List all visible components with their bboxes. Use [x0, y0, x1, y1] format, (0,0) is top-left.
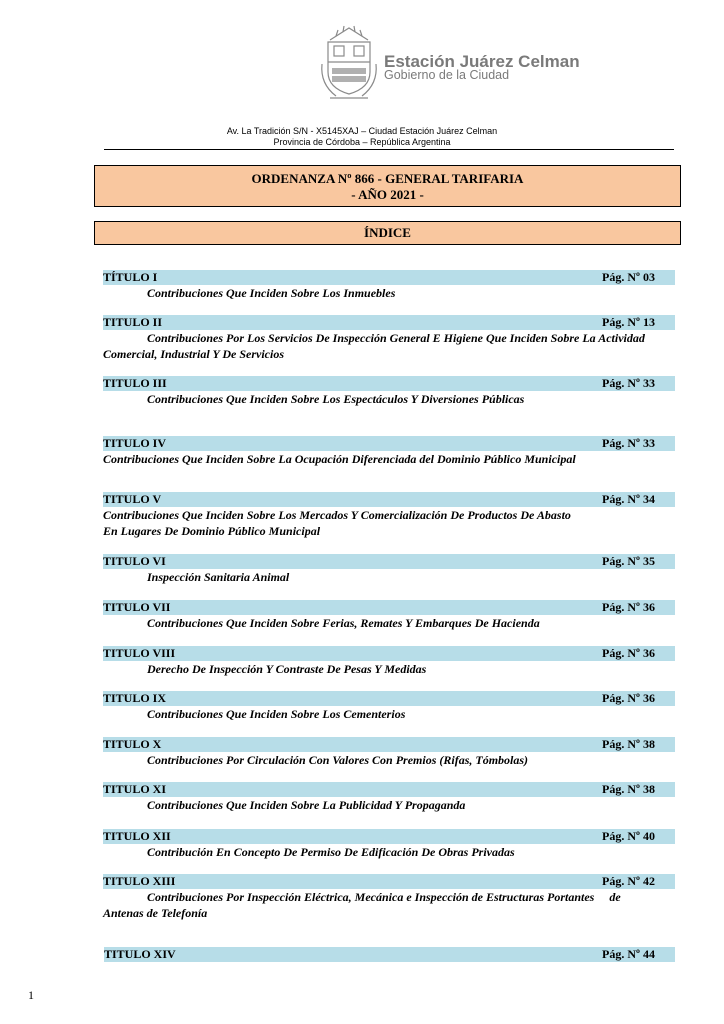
toc-description-line-1: Contribuciones Que Inciden Sobre Los Mercados Y Comercialización De Productos De Abasto [103, 508, 571, 522]
toc-entry-bar [103, 436, 675, 451]
toc-entry-bar [103, 376, 675, 391]
toc-description: Derecho De Inspección Y Contraste De Pesas Y Medidas [147, 662, 427, 676]
toc-entry-bar [103, 492, 675, 507]
org-subtitle: Gobierno de la Ciudad [384, 68, 510, 82]
ordinance-title-box [94, 165, 681, 207]
ordinance-title: ORDENANZA Nº 866 - GENERAL TARIFARIA [251, 171, 524, 186]
toc-description: Contribuciones Por Los Servicios De Inspección General E Higiene Que Inciden Sobre La Actividad Comercial, Industrial Y De Servicios [103, 331, 645, 361]
toc-description-line-2: Antenas de Telefonía [103, 906, 208, 920]
toc-page: Pág. Nº 40 [602, 829, 655, 843]
toc-page: Pág. Nº 03 [602, 270, 655, 284]
toc-page: Pág. Nº 34 [602, 492, 655, 506]
toc-page: Pág. Nº 36 [602, 600, 655, 614]
toc-entry-bar [103, 691, 675, 706]
toc-page: Pág. Nº 35 [602, 554, 655, 568]
address-line-2: Provincia de Córdoba – República Argentina [273, 137, 451, 147]
toc-description: Contribuciones Que Inciden Sobre Los Cementerios [147, 707, 406, 721]
toc-description: Contribuciones Por Circulación Con Valores Con Premios (Rifas, Tómbolas) [147, 753, 529, 767]
page-number: 1 [28, 988, 34, 1002]
toc-entry-bar [103, 554, 675, 569]
toc-page: Pág. Nº 36 [602, 691, 655, 705]
toc-entry-bar [103, 315, 675, 330]
toc-description-line-1: Contribuciones Por Inspección Eléctrica, Mecánica e Inspección de Estructuras Portantes de [147, 890, 621, 904]
toc-title: TITULO VII [103, 600, 171, 614]
toc-entry-bar [104, 947, 675, 962]
toc-page: Pág. Nº 42 [602, 874, 655, 888]
toc-title: TITULO XIV [104, 947, 176, 961]
toc-page: Pág. Nº 38 [602, 782, 655, 796]
toc-entry-bar [103, 270, 675, 285]
toc-title: TITULO IX [103, 691, 167, 705]
toc-page: Pág. Nº 44 [602, 947, 655, 961]
toc-title: TÍTULO I [103, 270, 158, 284]
toc-title: TITULO II [103, 315, 163, 329]
city-seal-logo [318, 24, 380, 102]
toc-description: Inspección Sanitaria Animal [147, 570, 290, 584]
toc-page: Pág. Nº 38 [602, 737, 655, 751]
toc-title: TITULO V [103, 492, 162, 506]
index-heading: ÍNDICE [94, 221, 681, 245]
toc-entry-bar [103, 737, 675, 752]
ordinance-year: - AÑO 2021 - [351, 187, 424, 202]
toc-title: TITULO XIII [103, 874, 176, 888]
toc-entry-bar [103, 829, 675, 844]
header-divider [104, 149, 674, 150]
toc-description: Contribuciones Que Inciden Sobre Ferias, Remates Y Embarques De Hacienda [147, 616, 540, 630]
toc-entry-bar [103, 600, 675, 615]
toc-page: Pág. Nº 13 [602, 315, 655, 329]
org-name: Estación Juárez Celman [384, 52, 580, 71]
toc-title: TITULO VIII [103, 646, 176, 660]
toc-title: TITULO IV [103, 436, 167, 450]
toc-description-line-2: En Lugares De Dominio Público Municipal [103, 524, 321, 538]
address-line-1: Av. La Tradición S/N - X5145XAJ – Ciudad Estación Juárez Celman [226, 126, 498, 136]
toc-title: TITULO III [103, 376, 167, 390]
toc-page: Pág. Nº 33 [602, 436, 655, 450]
toc-entry-bar [103, 646, 675, 661]
toc-description: Contribuciones Que Inciden Sobre La Publicidad Y Propaganda [147, 798, 466, 812]
toc-title: TITULO XI [103, 782, 167, 796]
toc-entry-bar [103, 874, 675, 889]
toc-title: TITULO XII [103, 829, 171, 843]
toc-title: TITULO VI [103, 554, 166, 568]
toc-description: Contribuciones Que Inciden Sobre La Ocupación Diferenciada del Dominio Público Municipal [103, 452, 576, 466]
toc-description: Contribuciones Que Inciden Sobre Los Inmuebles [147, 286, 396, 300]
toc-description: Contribución En Concepto De Permiso De Edificación De Obras Privadas [147, 845, 515, 859]
toc-title: TITULO X [103, 737, 162, 751]
toc-entry-bar [103, 782, 675, 797]
toc-page: Pág. Nº 33 [602, 376, 655, 390]
toc-description: Contribuciones Que Inciden Sobre Los Espectáculos Y Diversiones Públicas [147, 392, 525, 406]
toc-page: Pág. Nº 36 [602, 646, 655, 660]
